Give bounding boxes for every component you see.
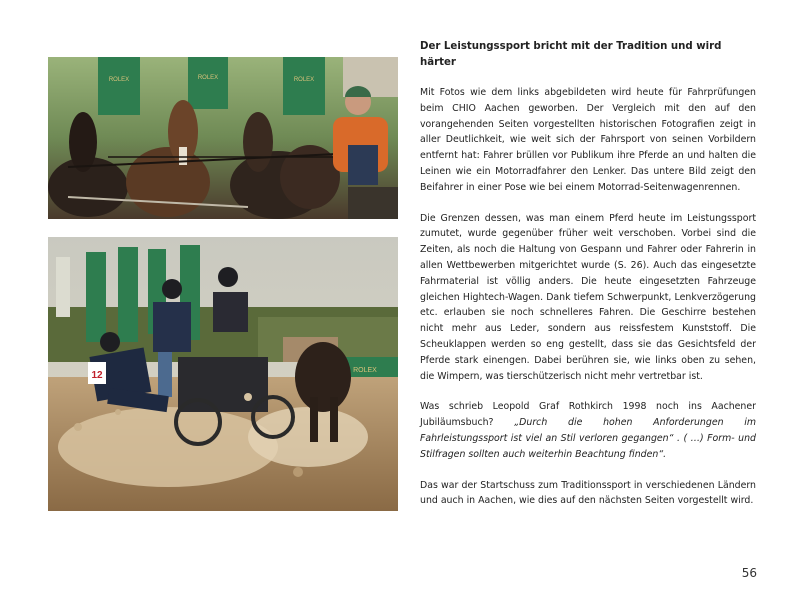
paragraph-4: Das war der Startschuss zum Traditionssport in verschiedenen Ländern und auch in Aachen, wie dies auf den nächsten Seiten vorgestellt wird.	[420, 479, 756, 507]
page-number: 56	[741, 566, 757, 580]
article-heading: Der Leistungssport bricht mit der Tradition und wird härter	[420, 41, 722, 68]
photo-bottom-carriage-water	[48, 237, 398, 511]
paragraph-3	[420, 399, 756, 462]
photo-bottom-illustration	[48, 237, 398, 511]
paragraph-1: Mit Fotos wie dem links abgebildeten wird heute für Fahrprüfungen beim CHIO Aachen geworben. Der Vergleich mit den auf den vorangehenden Seiten vorgestellten historischen Fotografien zeigt in aller Deutlichkeit, wie weit sich der Fahrsport von seinen Vorbildern entfernt hat: Fahrer brüllen vor Publikum ihre Pferde an und halten die Leinen wie ein Motorradfahrer den Lenker. Das untere Bild zeigt den Beifahrer in einer Pose wie bei einem Motorrad-Seitenwagenrennen.	[420, 87, 756, 193]
svg-text:ROLEX: ROLEX	[197, 75, 219, 81]
paragraph-3-quote: „Durch die hohen Anforderungen im Fahrleistungssport ist viel an Stil verloren gegangen“ . ( …) Form- und Stilfragen sollten auch weiterhin Beachtung finden“.	[420, 417, 757, 460]
banner	[188, 57, 228, 109]
flag	[118, 247, 138, 342]
banner	[283, 57, 325, 115]
article-text-column	[420, 39, 756, 524]
bib-number: 12	[91, 370, 103, 381]
photo-top-illustration	[48, 57, 398, 219]
paragraph-3-intro: Was schrieb Leopold Graf Rothkirch 1998 noch ins Aachener Jubiläumsbuch?	[420, 401, 756, 429]
svg-text:ROLEX: ROLEX	[353, 367, 377, 374]
svg-text:ROLEX: ROLEX	[293, 77, 315, 83]
svg-text:ROLEX: ROLEX	[108, 77, 130, 83]
paragraph-2: Die Grenzen dessen, was man einem Pferd heute im Leistungssport zumutet, wurde gegenüber früher weit verschoben. Vorbei sind die Zeiten, als noch die Haltung von Gespann und Fahrer oder Fahrerin in allen Wettbewerben mitgerichtet wurde (S. 26). Auch das eingesetzte Fahrmaterial ist völlig anders. Die heute eingesetzten Fahrzeuge gleichen Hightech-Wagen. Dank tiefem Schwerpunkt, Lenkverzögerung etc. erlauben sie noch schnelleres Fahren. Die Geschirre bestehen nicht mehr aus Leder, sondern aus reissfestem Kunststoff. Die Scheuklappen werden so eng gestellt, dass sie das Gesichtsfeld der Pferde stark einengen. Dabei berühren sie, wie links oben zu sehen, die Wimpern, was tierschützerisch nicht mehr vertretbar ist.	[420, 212, 756, 382]
photo-top-four-horse-team	[48, 57, 398, 219]
flag	[86, 252, 106, 342]
banner	[98, 57, 140, 115]
